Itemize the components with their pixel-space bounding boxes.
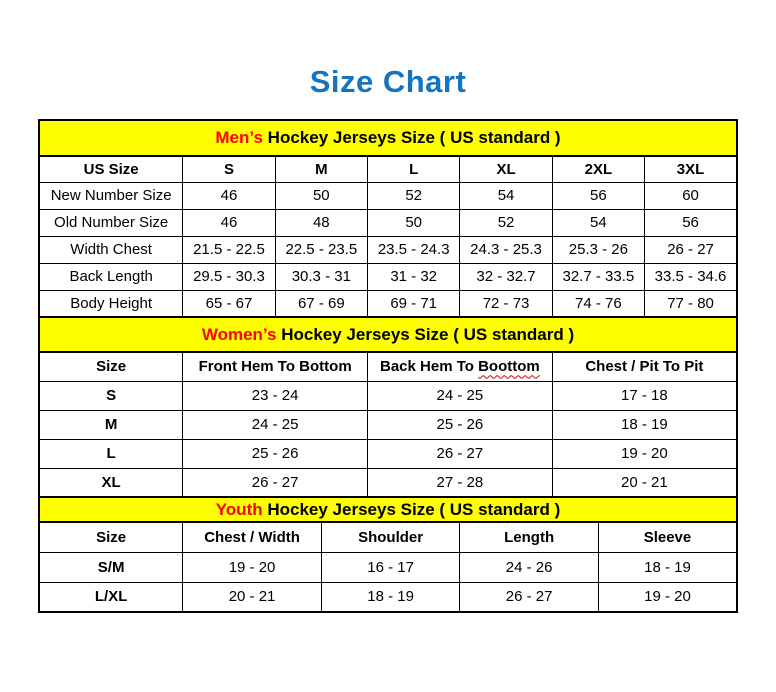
youth-size-table — [38, 496, 738, 613]
size-value-cell: 19 - 20 — [552, 439, 737, 468]
size-value-cell: 31 - 32 — [368, 263, 460, 290]
size-value-cell: 48 — [275, 209, 367, 236]
size-value-cell: 67 - 69 — [275, 290, 367, 317]
row-label: Body Height — [39, 290, 183, 317]
page-title: Size Chart — [309, 64, 467, 99]
column-header: Sleeve — [598, 522, 737, 552]
row-label: XL — [39, 468, 183, 497]
womens-banner-highlight: Women’s — [201, 324, 277, 344]
size-value-cell: 50 — [368, 209, 460, 236]
size-value-cell: 32.7 - 33.5 — [552, 263, 644, 290]
size-value-cell: 23.5 - 24.3 — [368, 236, 460, 263]
row-label: S/M — [39, 552, 183, 582]
misspelled-word: Boottom — [478, 358, 540, 376]
column-header: Length — [460, 522, 599, 552]
mens-table-banner — [39, 120, 737, 156]
mens-banner-text: Hockey Jerseys Size ( US standard ) — [267, 128, 561, 147]
row-label: M — [39, 410, 183, 439]
table-row — [39, 582, 737, 612]
size-value-cell: 18 - 19 — [321, 582, 460, 612]
column-header: Size — [39, 522, 183, 552]
womens-header-row — [39, 352, 737, 381]
size-value-cell: 32 - 32.7 — [460, 263, 552, 290]
size-value-cell: 21.5 - 22.5 — [183, 236, 275, 263]
size-value-cell: 65 - 67 — [183, 290, 275, 317]
size-value-cell: 16 - 17 — [321, 552, 460, 582]
size-value-cell: 20 - 21 — [552, 468, 737, 497]
row-label: L — [39, 439, 183, 468]
size-value-cell: 46 — [183, 182, 275, 209]
mens-size-table — [38, 119, 738, 318]
size-value-cell: 60 — [645, 182, 737, 209]
size-value-cell: 24 - 26 — [460, 552, 599, 582]
row-label: Old Number Size — [39, 209, 183, 236]
size-value-cell: 22.5 - 23.5 — [275, 236, 367, 263]
table-row — [39, 552, 737, 582]
size-value-cell: 50 — [275, 182, 367, 209]
size-tables-container — [38, 119, 738, 613]
size-value-cell: 29.5 - 30.3 — [183, 263, 275, 290]
size-value-cell: 25.3 - 26 — [552, 236, 644, 263]
size-value-cell: 26 - 27 — [645, 236, 737, 263]
mens-banner-highlight: Men’s — [215, 128, 263, 147]
size-value-cell: 54 — [460, 182, 552, 209]
size-value-cell: 25 - 26 — [368, 410, 553, 439]
table-row — [39, 236, 737, 263]
row-label: S — [39, 381, 183, 410]
table-row — [39, 468, 737, 497]
table-row — [39, 209, 737, 236]
size-value-cell: 52 — [368, 182, 460, 209]
size-value-cell: 46 — [183, 209, 275, 236]
table-row — [39, 381, 737, 410]
table-row — [39, 290, 737, 317]
table-row — [39, 263, 737, 290]
size-value-cell: 56 — [552, 182, 644, 209]
column-header: M — [275, 156, 367, 182]
column-header: Chest / Width — [183, 522, 322, 552]
size-value-cell: 69 - 71 — [368, 290, 460, 317]
table-row — [39, 439, 737, 468]
womens-size-table — [38, 316, 738, 498]
youth-banner-text: Hockey Jerseys Size ( US standard ) — [267, 499, 561, 519]
size-value-cell: 26 - 27 — [460, 582, 599, 612]
size-value-cell: 24 - 25 — [183, 410, 368, 439]
mens-header-row — [39, 156, 737, 182]
youth-table-banner — [39, 497, 737, 522]
column-header: 3XL — [645, 156, 737, 182]
table-row — [39, 182, 737, 209]
column-header: Shoulder — [321, 522, 460, 552]
row-label: Back Length — [39, 263, 183, 290]
size-value-cell: 30.3 - 31 — [275, 263, 367, 290]
size-value-cell: 56 — [645, 209, 737, 236]
youth-header-row — [39, 522, 737, 552]
size-value-cell: 26 - 27 — [183, 468, 368, 497]
column-header: XL — [460, 156, 552, 182]
column-header: S — [183, 156, 275, 182]
column-header: L — [368, 156, 460, 182]
row-label: Width Chest — [39, 236, 183, 263]
womens-banner-text: Hockey Jerseys Size ( US standard ) — [281, 324, 575, 344]
column-header: 2XL — [552, 156, 644, 182]
size-value-cell: 54 — [552, 209, 644, 236]
size-value-cell: 19 - 20 — [598, 582, 737, 612]
size-value-cell: 72 - 73 — [460, 290, 552, 317]
row-label: L/XL — [39, 582, 183, 612]
youth-banner-highlight: Youth — [215, 499, 263, 519]
size-value-cell: 26 - 27 — [368, 439, 553, 468]
size-value-cell: 74 - 76 — [552, 290, 644, 317]
size-value-cell: 17 - 18 — [552, 381, 737, 410]
size-value-cell: 20 - 21 — [183, 582, 322, 612]
size-value-cell: 23 - 24 — [183, 381, 368, 410]
column-header: Chest / Pit To Pit — [552, 352, 737, 381]
column-header: Front Hem To Bottom — [183, 352, 368, 381]
column-header: Back Hem To Boottom — [368, 352, 553, 381]
womens-table-banner — [39, 317, 737, 352]
size-value-cell: 24 - 25 — [368, 381, 553, 410]
row-label: New Number Size — [39, 182, 183, 209]
size-value-cell: 24.3 - 25.3 — [460, 236, 552, 263]
size-value-cell: 27 - 28 — [368, 468, 553, 497]
size-value-cell: 18 - 19 — [598, 552, 737, 582]
size-value-cell: 33.5 - 34.6 — [645, 263, 737, 290]
table-row — [39, 410, 737, 439]
size-value-cell: 19 - 20 — [183, 552, 322, 582]
size-value-cell: 77 - 80 — [645, 290, 737, 317]
size-value-cell: 18 - 19 — [552, 410, 737, 439]
column-header: US Size — [39, 156, 183, 182]
size-value-cell: 52 — [460, 209, 552, 236]
size-value-cell: 25 - 26 — [183, 439, 368, 468]
column-header: Size — [39, 352, 183, 381]
